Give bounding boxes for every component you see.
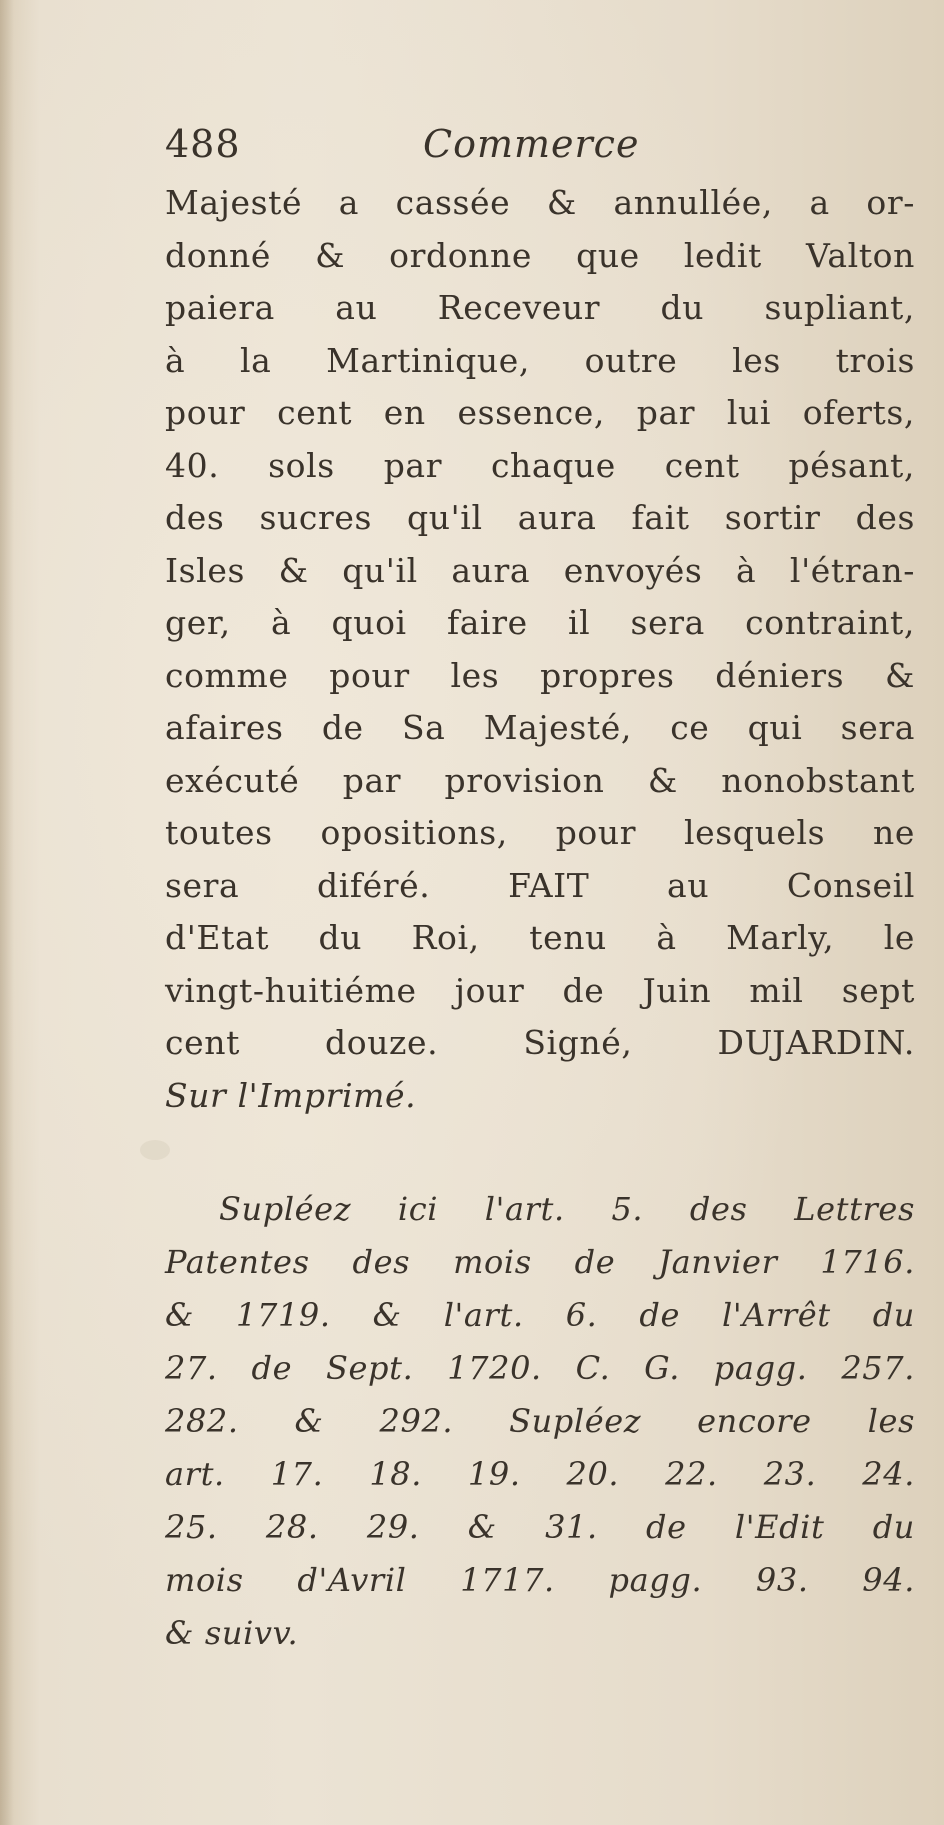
page-gutter-shadow xyxy=(0,0,14,1825)
note-line: mois d'Avril 1717. pagg. 93. 94. xyxy=(165,1561,915,1599)
note-line: & suivv. xyxy=(165,1614,299,1652)
note-line: art. 17. 18. 19. 20. 22. 23. 24. xyxy=(165,1455,915,1493)
page-number: 488 xyxy=(165,122,241,166)
text-line: exécuté par provision & nonobstant xyxy=(165,760,915,800)
text-line: Majesté a cassée & annullée, a or- xyxy=(165,183,915,222)
source-line: Sur l'Imprimé. xyxy=(165,1075,417,1115)
text-line: paiera au Receveur du supliant, xyxy=(165,288,915,327)
note-line: 27. de Sept. 1720. C. G. pagg. 257. xyxy=(165,1349,915,1387)
text-line: d'Etat du Roi, tenu à Marly, le xyxy=(165,918,915,957)
text-line: donné & ordonne que ledit Valton xyxy=(165,235,915,275)
paper-stain xyxy=(140,1140,170,1160)
page-header xyxy=(165,118,825,170)
note-line: Patentes des mois de Janvier 1716. xyxy=(165,1243,915,1281)
text-line: des sucres qu'il aura fait sortir des xyxy=(165,498,915,537)
text-line: cent douze. Signé, DUJARDIN. xyxy=(165,1023,915,1062)
note-line: 25. 28. 29. & 31. de l'Edit du xyxy=(165,1508,915,1546)
text-line: Isles & qu'il aura envoyés à l'étran- xyxy=(165,550,915,590)
editorial-note xyxy=(165,1183,915,1660)
text-line: 40. sols par chaque cent pésant, xyxy=(165,445,915,485)
text-line: pour cent en essence, par lui oferts, xyxy=(165,393,915,432)
text-line: comme pour les propres déniers & xyxy=(165,655,915,695)
text-line: à la Martinique, outre les trois xyxy=(165,340,915,380)
text-line: sera diféré. FAIT au Conseil xyxy=(165,865,915,905)
text-line: ger, à quoi faire il sera contraint, xyxy=(165,603,915,642)
running-title: Commerce xyxy=(423,122,640,166)
note-line: Supléez ici l'art. 5. des Lettres xyxy=(219,1190,915,1228)
note-line: & 1719. & l'art. 6. de l'Arrêt du xyxy=(165,1296,915,1334)
text-line: toutes opositions, pour lesquels ne xyxy=(165,813,915,852)
text-line: vingt-huitiéme jour de Juin mil sept xyxy=(165,970,915,1010)
text-line: afaires de Sa Majesté, ce qui sera xyxy=(165,708,915,747)
note-line: 282. & 292. Supléez encore les xyxy=(165,1402,915,1440)
body-text xyxy=(165,177,915,1122)
